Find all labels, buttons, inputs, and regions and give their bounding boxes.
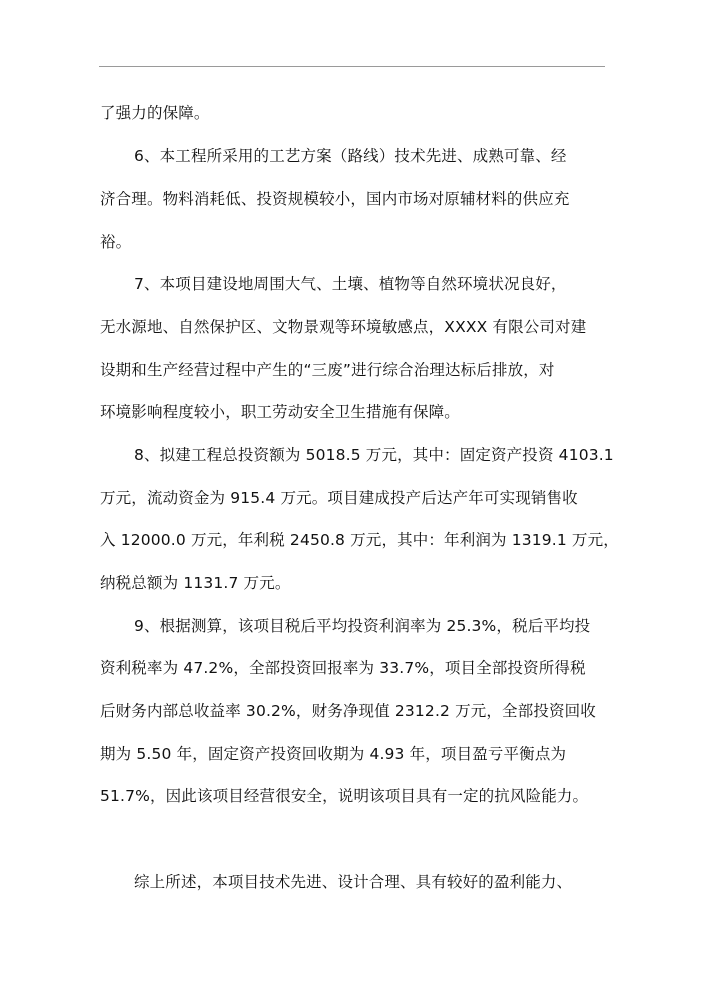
text-line: 入 12000.0 万元，年利税 2450.8 万元，其中：年利润为 1319.1 万元， <box>100 531 619 549</box>
text-line: 了强力的保障。 <box>100 104 210 122</box>
text-line: 万元，流动资金为 915.4 万元。项目建成投产后达产年可实现销售收 <box>100 489 578 507</box>
text-line: 6、本工程所采用的工艺方案（路线）技术先进、成熟可靠、经 <box>134 147 567 165</box>
text-line: 环境影响程度较小，职工劳动安全卫生措施有保障。 <box>100 403 460 421</box>
text-line: 无水源地、自然保护区、文物景观等环境敏感点，XXXX 有限公司对建 <box>100 318 587 336</box>
text-line: 综上所述，本项目技术先进、设计合理、具有较好的盈利能力、 <box>134 873 573 891</box>
text-line: 设期和生产经营过程中产生的“三废”进行综合治理达标后排放，对 <box>100 361 555 379</box>
text-line: 期为 5.50 年，固定资产投资回收期为 4.93 年，项目盈亏平衡点为 <box>100 745 567 763</box>
header-rule <box>99 66 605 67</box>
text-line: 后财务内部总收益率 30.2%，财务净现值 2312.2 万元，全部投资回收 <box>100 702 596 720</box>
text-line: 济合理。物料消耗低、投资规模较小，国内市场对原辅材料的供应充 <box>100 190 570 208</box>
text-line: 51.7%，因此该项目经营很安全，说明该项目具有一定的抗风险能力。 <box>100 787 589 805</box>
text-line: 纳税总额为 1131.7 万元。 <box>100 574 291 592</box>
text-line: 9、根据测算，该项目税后平均投资利润率为 25.3%，税后平均投 <box>134 617 591 635</box>
text-line: 8、拟建工程总投资额为 5018.5 万元，其中：固定资产投资 4103.1 <box>134 446 614 464</box>
text-line: 7、本项目建设地周围大气、土壤、植物等自然环境状况良好， <box>134 275 567 293</box>
text-line: 裕。 <box>100 233 132 251</box>
text-line: 资利税率为 47.2%，全部投资回报率为 33.7%，项目全部投资所得税 <box>100 659 586 677</box>
